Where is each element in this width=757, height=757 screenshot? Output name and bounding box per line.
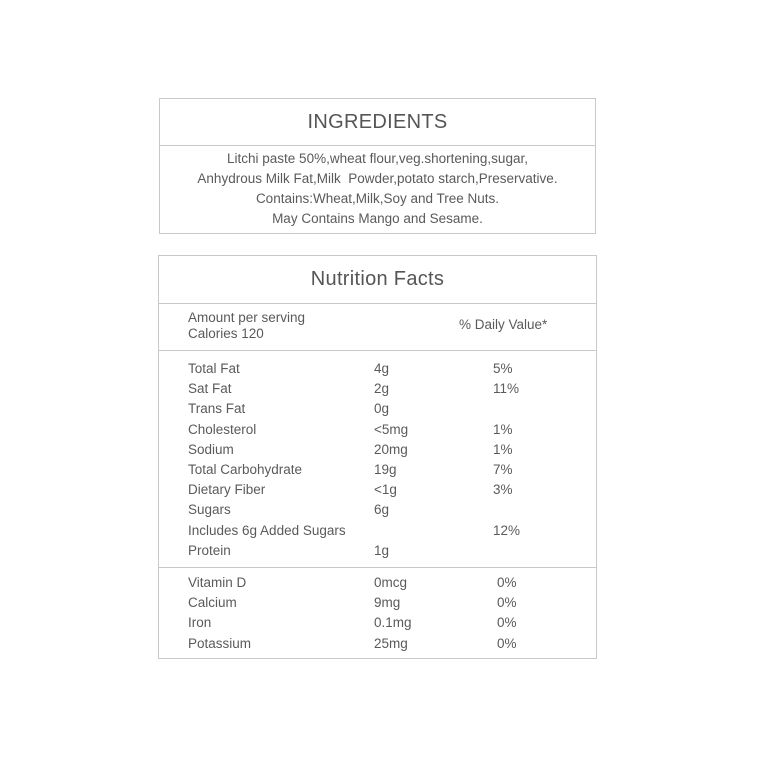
nutrient-row bbox=[159, 379, 596, 399]
nutrient-row bbox=[159, 480, 596, 500]
nutrient-daily-value: 5% bbox=[493, 361, 513, 376]
nutrient-amount: 4g bbox=[374, 361, 390, 376]
nutrients-section bbox=[159, 351, 596, 568]
vitamin-row bbox=[159, 613, 596, 633]
vitamin-name: Iron bbox=[188, 615, 212, 631]
nutrition-facts-panel bbox=[158, 255, 597, 659]
nutrient-name: Trans Fat bbox=[188, 401, 246, 417]
nutrient-amount: 20mg bbox=[374, 441, 408, 457]
ingredients-line: Anhydrous Milk Fat,Milk Powder,potato starch,Preservative. bbox=[197, 171, 558, 186]
vitamin-amount: 0.1mg bbox=[374, 615, 412, 631]
ingredients-line: Litchi paste 50%,wheat flour,veg.shortening,sugar, bbox=[227, 151, 528, 166]
nutrient-name: Dietary Fiber bbox=[188, 482, 266, 498]
nutrient-row bbox=[159, 460, 596, 480]
nutrient-amount: 6g bbox=[374, 502, 390, 518]
nutrient-daily-value: 7% bbox=[493, 461, 513, 477]
nutrient-row bbox=[159, 440, 596, 460]
vitamin-amount: 0mcg bbox=[374, 575, 408, 590]
nutrient-row bbox=[159, 541, 596, 561]
nutrient-amount: <1g bbox=[374, 482, 397, 498]
nutrient-name: Includes 6g Added Sugars bbox=[188, 522, 346, 538]
nutrient-daily-value: 3% bbox=[493, 482, 513, 498]
nutrient-amount: <5mg bbox=[374, 421, 409, 437]
vitamin-daily-value: 0% bbox=[497, 635, 517, 651]
nutrient-name: Sat Fat bbox=[188, 381, 232, 397]
calories-label: Calories 120 bbox=[188, 326, 264, 341]
ingredients-line: May Contains Mango and Sesame. bbox=[272, 211, 483, 226]
nutrient-row bbox=[159, 399, 596, 419]
nutrient-row bbox=[159, 500, 596, 520]
vitamin-row bbox=[159, 593, 596, 613]
nutrient-row bbox=[159, 359, 596, 379]
nutrient-amount: 2g bbox=[374, 381, 390, 397]
serving-label: Amount per serving bbox=[188, 310, 306, 325]
serving-section bbox=[159, 304, 596, 351]
vitamins-list bbox=[159, 573, 596, 654]
vitamin-daily-value: 0% bbox=[497, 575, 517, 590]
ingredients-title: INGREDIENTS bbox=[160, 99, 595, 146]
nutrient-row bbox=[159, 420, 596, 440]
vitamin-name: Calcium bbox=[188, 595, 237, 611]
vitamin-amount: 25mg bbox=[374, 635, 408, 651]
nutrient-amount: 19g bbox=[374, 461, 397, 477]
nutrient-amount: 0g bbox=[374, 401, 390, 417]
nutrient-amount: 1g bbox=[374, 542, 390, 558]
vitamin-name: Potassium bbox=[188, 635, 252, 651]
nutrient-row bbox=[159, 521, 596, 541]
daily-value-header: % Daily Value* bbox=[459, 317, 548, 332]
ingredients-text bbox=[160, 146, 595, 229]
nutrient-daily-value: 12% bbox=[493, 522, 521, 538]
nutrient-daily-value: 1% bbox=[493, 441, 513, 457]
nutrient-name: Total Fat bbox=[188, 361, 240, 376]
vitamin-daily-value: 0% bbox=[497, 595, 517, 611]
nutrient-daily-value: 1% bbox=[493, 421, 513, 437]
nutrients-list bbox=[159, 359, 596, 561]
vitamin-row bbox=[159, 573, 596, 593]
nutrient-name: Sodium bbox=[188, 441, 234, 457]
nutrition-title: Nutrition Facts bbox=[159, 256, 596, 304]
nutrient-name: Protein bbox=[188, 542, 231, 558]
vitamin-name: Vitamin D bbox=[188, 575, 247, 590]
nutrient-name: Sugars bbox=[188, 502, 231, 518]
nutrient-daily-value: 11% bbox=[493, 381, 520, 397]
nutrient-name: Total Carbohydrate bbox=[188, 461, 303, 477]
vitamin-daily-value: 0% bbox=[497, 615, 517, 631]
ingredients-line: Contains:Wheat,Milk,Soy and Tree Nuts. bbox=[255, 191, 500, 206]
nutrient-name: Cholesterol bbox=[188, 421, 257, 437]
ingredients-panel bbox=[159, 98, 596, 234]
vitamin-amount: 9mg bbox=[374, 595, 401, 611]
vitamin-row bbox=[159, 634, 596, 654]
